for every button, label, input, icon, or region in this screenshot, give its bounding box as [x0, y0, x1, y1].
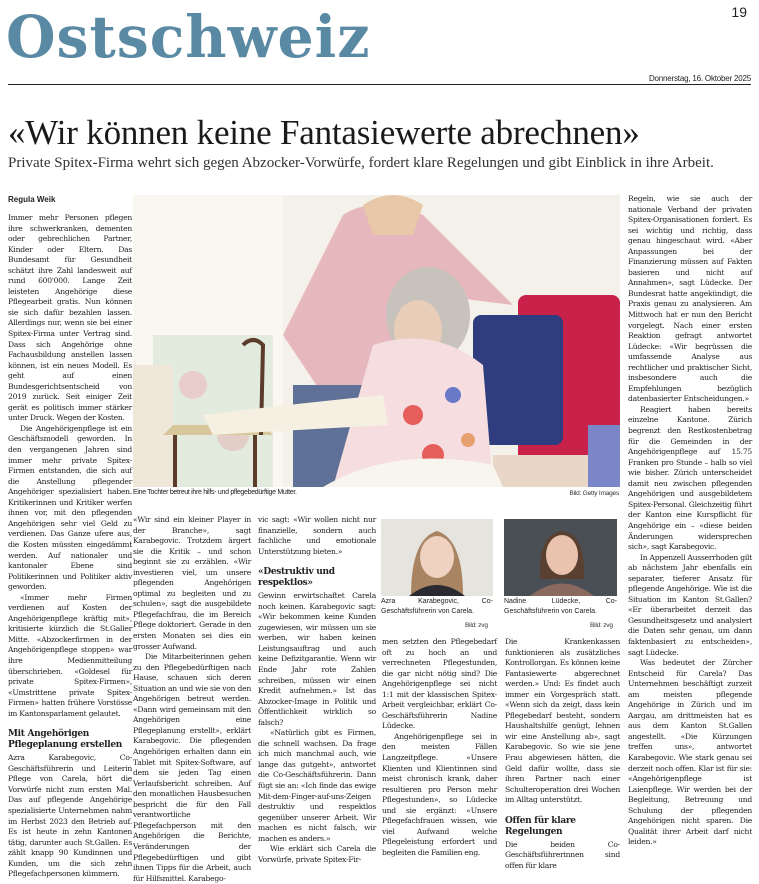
subheading: «Destruktiv und respektlos»	[258, 567, 335, 589]
article-column-2	[133, 515, 251, 884]
paragraph: «Wir sind ein kleiner Player in der Branche», sagt Karabegovic. Trotzdem ärgert sie die Kritik – und schon beginnt sie zu erzählen. «Wir investieren viel, um unsere pflegenden Angehörigen optimal zu begleiten und zu schulen», sagt die ausgebildete Pflegefachfrau, die im Bereich Pflege doktoriert. Gerade in den ersten Monaten sei dies ein grosser Aufwand.	[133, 515, 251, 651]
paragraph: men setzten den Pflegebedarf oft zu hoch an und verrechneten Pflegestunden, die gar nicht nötig sind? Die Angehörigenpflege sei nicht 1:1 mit der klassischen Spitex-Arbeit vergleichbar, erklärt Co-Geschäftsführerin Nadine Lüdecke.	[382, 637, 497, 731]
issue-date: Donnerstag, 16. Oktober 2025	[648, 74, 751, 83]
paragraph: vic sagt: «Wir wollen nicht nur finanzielle, sondern auch fachliche und emotionale Unterstützung bieten.»	[258, 515, 376, 556]
paragraph: «Immer mehr Firmen verdienen auf Kosten der Angehörigenpflege kräftig mit», kritisierte kürzlich die St.Galler Mitte. «Abzockerfirmen in der Angehörigenpflege stoppen» war ihre Medienmitteilung überschrieben. «Goldesel für private Spitex-Firmen», «Umstrittene private Spitex-Firmen» hatten frühere Vorstösse im Kantonsparlament gelautet.	[8, 592, 132, 718]
article-headline: «Wir können keine Fantasiewerte abrechnen»	[8, 113, 640, 152]
caregiver-photo-illustration	[133, 195, 620, 487]
portrait-illustration	[504, 519, 617, 596]
paragraph: Die beiden Co-Geschäftsführerinnen sind offen für klare	[505, 839, 620, 870]
article-column-1	[8, 213, 132, 880]
portrait-caption-luedecke: Nadine Lüdecke, Co-Geschäftsführerin von Carela.	[504, 598, 617, 615]
paragraph: In Appenzell Ausserrhoden gilt ab nächstem Jahr ebenfalls ein separater, tieferer Ansatz für pflegende Angehörige. Wie ist die Situation im Kanton St.Gallen? «Er überarbeitet derzeit das Gesundheitsgesetz und analysiert die Daten sehr genau, um dann faktenbasiert zu entscheiden», sagt Lüdecke.	[628, 552, 752, 657]
portrait-credit-luedecke: Bild: zvg	[590, 622, 613, 629]
paragraph: Immer mehr Personen pflegen ihre schwerkranken, dementen oder gebrechlichen Partner, Kinder oder Eltern. Das Bundesamt für Gesundheit schätzt ihre Zahl landesweit auf rund 600'000. Lange Zeit leisteten Angehörige diese Pflegearbeit gratis. Nun können sie sich dafür bezahlen lassen. Allerdings nur, wenn sie bei einer Spitex-Firma unter Vertrag sind. Dass sich Angehörige ohne Fachausbildung anstellen lassen können, ist ein neues Modell. Es geht auf einen Bundesgerichtsentscheid von 2019 zurück. Seit einiger Zeit gerät es politisch immer stärker unter Druck. Wegen der Kosten.	[8, 213, 132, 423]
article-column-3	[258, 515, 376, 865]
paragraph: Regeln, wie sie auch der nationale Verband der privaten Spitex-Organisationen fordert. Es sei wichtig und richtig, dass genau hingeschaut wird. «Aber Anpassungen bei der Finanzierung müssen auf Fakten basieren und nicht auf Annahmen», sagt Lüdecke. Der Bundesrat hatte angekündigt, die Praxis genau zu analysieren. Am Mittwoch hat er nun den Bericht vorgelegt. Nach einer ersten Reaktion gefragt antwortet Lüdecke: «Wir begrüssen die umfassende Analyse aus rechtlicher und praktischer Sicht, insbesondere auch die Empfehlungen bezüglich datenbasierter Entscheidungen.»	[628, 194, 752, 404]
main-photo-caption: Eine Tochter betreut ihre hilfs- und pflegebedürftige Mutter.	[133, 489, 297, 496]
paragraph: «Natürlich gibt es Firmen, die schnell wachsen. Da frage ich mich manchmal auch, wie lange das gutgeht», antwortet die Co-Geschäftsführerin. Dann fügt sie an: «Ich finde das ewige Mit-dem-Finger-auf-uns-Zeigen destruktiv und respektlos gegenüber unserer Arbeit. Wir machen es nicht falsch, wir machen es anders.»	[258, 728, 376, 843]
main-photo	[133, 195, 620, 487]
article-subheadline: Private Spitex-Firma wehrt sich gegen Abzocker-Vorwürfe, fordert klare Regelungen und gibt Einblick in ihre Arbeit.	[8, 155, 714, 171]
paragraph: Die Krankenkassen funktionieren als zusätzliches Kontrollorgan. Es können keine Fantasiewerte abgerechnet werden.» Und: Es findet auch immer ein Vorgespräch statt. «Wenn sich da zeigt, dass kein Pflegebedarf besteht, sondern Haushaltshilfe genügt, lehnen wir eine Anstellung ab», sagt Karabegovic. So wie sie jene Frau abgewiesen hätten, die Geld dafür wollte, dass sie ihren Partner nach einer Schulteroperation drei Wochen im Alltag unterstützt.	[505, 637, 620, 805]
section-masthead: Ostschweiz	[6, 3, 371, 71]
paragraph: Gewinn erwirtschaftet Carela noch keinen. Karabegovic sagt: «Wir bekommen keine Kunden zugewiesen, wir müssen um sie werben, wir haben keinen Leistungsauftrag und auch keine Defizitgarantie. Wenn wir Ende Jahr rote Zahlen schreiben, müssen wir einen Kredit aufnehmen.» Ist das Abzocker-Image in Politik und Öffentlichkeit wirklich so falsch?	[258, 591, 376, 727]
paragraph: Die Mitarbeiterinnen gehen zu den Pflegebedürftigen nach Hause, schauen sich deren Situation an und wie sie von den Angehörigen betreut werden. «Dann wird gemeinsam mit den Angehörigen eine Pflegeplanung erstellt», erklärt Karabegovic. Die pflegenden Angehörigen erhalten dann ein Tablet mit Spitex-Software, auf dem sie jeden Tag einen Verlaufsbericht schreiben. Auf den monatlichen Hausbesuchen bespricht die für den Fall verantwortliche Pflegefachperson mit den Angehörigen die Berichte, Veränderungen der Pflegebedürftigen und gibt ihnen Tipps für die Arbeit, auch für Hilfsmittel. Karabego-	[133, 652, 251, 883]
portrait-photo-karabegovic	[381, 519, 493, 596]
article-column-4	[382, 637, 497, 858]
paragraph: Die Angehörigenpflege ist ein Geschäftsmodell geworden. In den vergangenen Jahren sind immer mehr private Spitex-Firmen entstanden, die sich auf die Anstellung pflegender Angehöriger spezialisiert haben. Kritikerinnen und Kritiker werfen ihnen vor, mit den pflegenden Angehörigen sehr viel Geld zu verdienen. Das Ganze ufere aus, die Kosten müssten eingedämmt werden. Auf nationaler und kantonaler Ebene sind Politikerinnen und Politiker aktiv geworden.	[8, 423, 132, 592]
paragraph: Was bedeutet der Zürcher Entscheid für Carela? Das Unternehmen beschäftigt zurzeit am meisten pflegende Angehörige in Zürich und im Aargau, am drittmeisten hat es aus dem Kanton St.Gallen angestellt. «Die Kürzungen treffen uns», antwortet Karabegovic. Wie stark genau sei derzeit noch offen. Klar ist für sie: «Angehörigenpflege ist Laienpflege. Wir werden bei der Begleitung, Betreuung und Schulung der pflegenden Angehörigen nicht sparen. Die Qualität ihrer Arbeit darf nicht leiden.»	[628, 658, 752, 847]
subheading: Offen für klare Regelungen	[505, 815, 576, 837]
article-column-5	[505, 637, 620, 871]
paragraph: Azra Karabegovic, Co-Geschäftsführerin und Leiterin Pflege von Carela, hört die Vorwürfe nicht zum ersten Mal. Das auf pflegende Angehörige spezialisierte Unternehmen nahm im Herbst 2023 den Betrieb auf. Es ist heute in zehn Kantonen tätig, darunter auch St.Gallen. Es zählt knapp 90 Kundinnen und Kunden, um die sich zehn Pflegefachpersonen kümmern.	[8, 753, 132, 879]
page-number: 19	[731, 4, 747, 20]
author-byline: Regula Weik	[8, 195, 56, 204]
paragraph: Reagiert haben bereits einzelne Kantone. Zürich begrenzt den Restkostenbetrag für die Gemeinden in der Angehörigenpflege auf 15.75 Franken pro Stunde – halb so viel wie bisher. Zürich unterscheidet damit neu zwischen pflegenden Angehörigen und ausgebildetem Spitex-Personal. Gleichzeitig führt der Kanton eine Kurspflicht für Angehörige ein – «diese beiden Änderungen widersprechen sich», sagt Karabegovic.	[628, 404, 752, 552]
portrait-illustration	[381, 519, 493, 596]
subheading: Mit Angehörigen Pflegeplanung erstellen	[8, 729, 123, 751]
main-photo-credit: Bild: Getty Images	[569, 490, 619, 497]
portrait-credit-karabegovic: Bild: zvg	[465, 622, 488, 629]
article-column-6	[628, 194, 752, 848]
paragraph: Wie erklärt sich Carela die Vorwürfe, private Spitex-Fir-	[258, 844, 376, 864]
portrait-caption-karabegovic: Azra Karabegovic, Co-Geschäftsführerin von Carela.	[381, 598, 493, 615]
masthead-divider	[8, 84, 751, 85]
portrait-photo-luedecke	[504, 519, 617, 596]
paragraph: Angehörigenpflege sei in den meisten Fällen Langzeitpflege. «Unsere Klienten und Klientinnen sind meist chronisch krank, daher resultieren pro Person mehr Pflegestunden», so Lüdecke und sie ergänzt: «Unsere Pflegefachfrauen wissen, wie viel Aufwand welche Pflegeleistung erfordert und begleiten die Familien eng.	[382, 731, 497, 857]
